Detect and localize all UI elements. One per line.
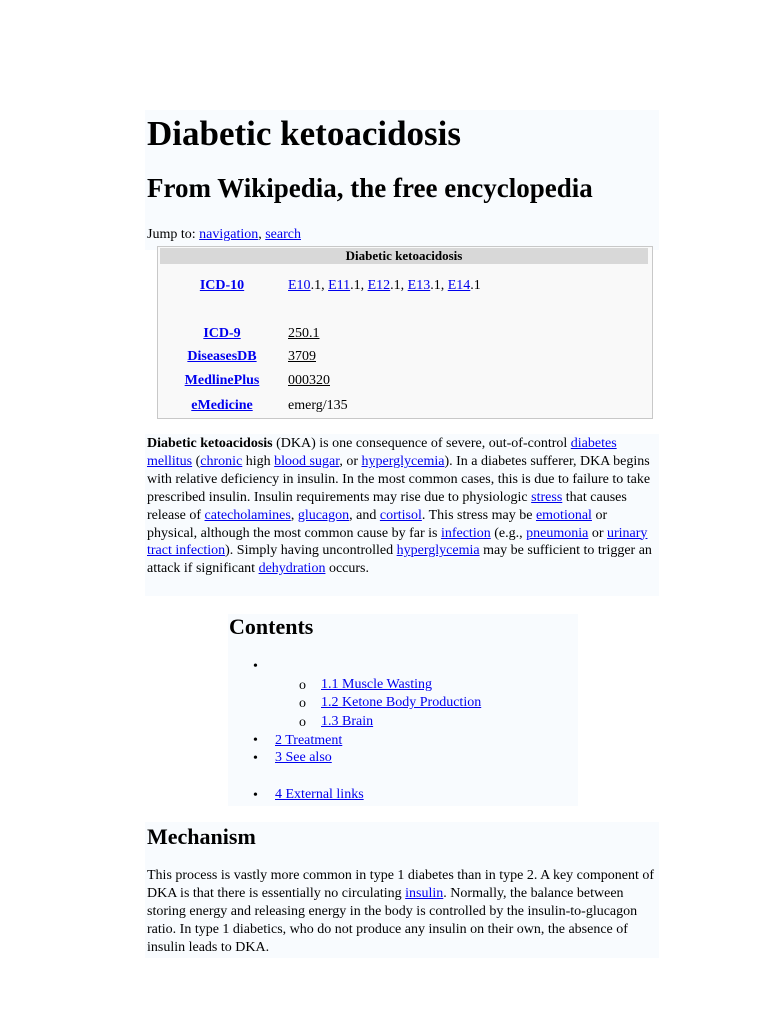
intro-bold-term: Diabetic ketoacidosis: [147, 436, 273, 451]
icd10-code-link[interactable]: E12: [367, 278, 391, 293]
icd10-code-suffix: .1,: [390, 278, 408, 293]
jump-to-label: Jump to:: [147, 227, 200, 242]
diabetes-mellitus-link[interactable]: diabetes mellitus: [147, 436, 617, 469]
infobox: [157, 246, 653, 419]
hyperglycemia-link-2[interactable]: hyperglycemia: [396, 543, 480, 559]
medlineplus-value[interactable]: 000320: [288, 373, 330, 388]
intro-text: (e.g.,: [490, 525, 527, 541]
page-header: [145, 110, 659, 250]
toc-item-muscle-wasting[interactable]: 1.1 Muscle Wasting: [321, 677, 432, 692]
dehydration-link[interactable]: dehydration: [258, 561, 326, 577]
medlineplus-link[interactable]: MedlinePlus: [184, 373, 260, 388]
intro-text: , or: [339, 453, 362, 469]
glucagon-link[interactable]: glucagon: [297, 507, 350, 523]
intro-text: or physical, although the most common cause by far is: [147, 507, 608, 541]
icd10-code-link[interactable]: E10: [288, 278, 311, 293]
intro-text: may be sufficient to trigger an attack if significant: [147, 543, 652, 577]
icd10-code-link[interactable]: E11: [328, 278, 351, 293]
intro-text: ). Simply having uncontrolled: [225, 543, 397, 559]
intro-text: or: [588, 525, 607, 541]
icd10-code-suffix: .1,: [310, 278, 329, 293]
search-link[interactable]: search: [265, 227, 301, 242]
icd10-code-suffix: .1,: [350, 278, 368, 293]
icd10-code-link[interactable]: E13: [407, 278, 431, 293]
intro-text: ). In a diabetes sufferer, DKA begins with relative deficiency in insulin. In the most common cases, this is due to failure to take prescribed insulin. Insulin requirements may rise due to physiologic: [147, 453, 651, 505]
jump-to-bar: [147, 227, 301, 243]
page-subtitle: From Wikipedia, the free encyclopedia: [147, 173, 593, 203]
toc-bullet: •: [253, 788, 258, 803]
mechanism-text: This process is vastly more common in type 1 diabetes than in type 2. A key component of DKA is that there is essentially no circulating: [147, 868, 655, 901]
icd10-code-suffix: .1: [470, 278, 481, 293]
page-title: Diabetic ketoacidosis: [147, 114, 462, 153]
infection-link[interactable]: infection: [440, 525, 491, 541]
toc-bullet: •: [253, 751, 258, 766]
toc-item-external-links[interactable]: 4 External links: [275, 787, 364, 802]
intro-section: [145, 434, 659, 596]
intro-text: ,: [290, 507, 298, 523]
icd10-codes: [288, 278, 481, 294]
toc-title: Contents: [229, 614, 314, 639]
pneumonia-link[interactable]: pneumonia: [526, 525, 589, 541]
intro-text: that causes release of: [147, 489, 627, 523]
emedicine-value: emerg/135: [288, 398, 348, 413]
mechanism-heading: Mechanism: [147, 824, 256, 849]
insulin-link[interactable]: insulin: [405, 886, 444, 901]
mechanism-text: . Normally, the balance between storing energy and releasing energy in the body is controlled by the insulin-to-glucagon ratio. In type 1 diabetics, who do not produce any insulin on their own, the absence of insulin leads to DKA.: [147, 886, 638, 955]
blood-sugar-link[interactable]: blood sugar: [274, 453, 340, 469]
toc-bullet: •: [253, 659, 258, 674]
emedicine-link[interactable]: eMedicine: [191, 398, 253, 413]
intro-paragraph: [147, 435, 659, 578]
chronic-link[interactable]: chronic: [200, 453, 243, 469]
navigation-link[interactable]: navigation: [199, 227, 259, 242]
hyperglycemia-link[interactable]: hyperglycemia: [361, 453, 445, 469]
stress-link[interactable]: stress: [531, 489, 563, 505]
toc-item-treatment[interactable]: 2 Treatment: [275, 733, 343, 748]
toc-item-ketone-body-production[interactable]: 1.2 Ketone Body Production: [321, 695, 482, 710]
toc-item-brain[interactable]: 1.3 Brain: [321, 714, 374, 729]
jump-separator: ,: [258, 227, 266, 242]
toc-sub-bullet: o: [299, 715, 306, 730]
urinary-tract-infection-link[interactable]: urinary tract infection: [147, 525, 648, 559]
mechanism-section: [145, 822, 659, 958]
intro-text: high: [242, 453, 275, 469]
mechanism-paragraph: [147, 867, 659, 957]
emotional-link[interactable]: emotional: [535, 507, 592, 523]
icd9-link[interactable]: ICD-9: [203, 326, 241, 341]
intro-text: (: [192, 453, 201, 469]
icd10-code-suffix: .1,: [430, 278, 448, 293]
intro-text: . This stress may be: [421, 507, 536, 523]
catecholamines-link[interactable]: catecholamines: [204, 507, 291, 523]
toc-sub-bullet: o: [299, 678, 306, 693]
icd10-code-link[interactable]: E14: [447, 278, 471, 293]
diseasesdb-value[interactable]: 3709: [288, 349, 316, 364]
table-of-contents: [228, 614, 578, 806]
diseasesdb-link[interactable]: DiseasesDB: [187, 349, 257, 364]
icd10-link[interactable]: ICD-10: [199, 278, 245, 293]
intro-text: occurs.: [325, 561, 369, 577]
toc-bullet: •: [253, 733, 258, 748]
cortisol-link[interactable]: cortisol: [379, 507, 422, 523]
infobox-caption: Diabetic ketoacidosis: [160, 248, 648, 264]
icd9-value[interactable]: 250.1: [288, 326, 320, 341]
toc-sub-bullet: o: [299, 696, 306, 711]
intro-text: , and: [349, 507, 380, 523]
toc-item-see-also[interactable]: 3 See also: [275, 750, 332, 765]
intro-text: (DKA) is one consequence of severe, out-of-control: [272, 436, 571, 451]
